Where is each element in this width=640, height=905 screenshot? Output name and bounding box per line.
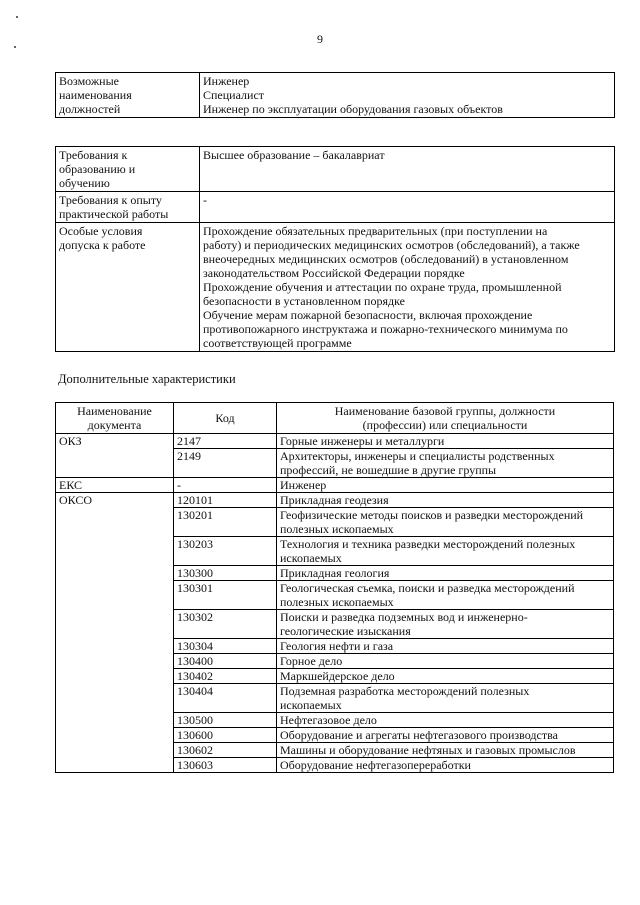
experience-value: - <box>200 192 615 223</box>
name-cell: Подземная разработка месторождений полезных ископаемых <box>277 684 614 713</box>
positions-table <box>55 72 615 118</box>
name-cell: Нефтегазовое дело <box>277 713 614 728</box>
code-cell: 130603 <box>174 758 277 773</box>
code-cell: 130602 <box>174 743 277 758</box>
admission-label: Особые условия допуска к работе <box>56 223 200 352</box>
doc-okso: ОКСО <box>56 493 174 773</box>
table-row <box>56 147 615 192</box>
name-cell: Маркшейдерское дело <box>277 669 614 684</box>
code-cell: 130203 <box>174 537 277 566</box>
name-cell: Прикладная геодезия <box>277 493 614 508</box>
code-cell: 130304 <box>174 639 277 654</box>
positions-values: Инженер Специалист Инженер по эксплуатации оборудования газовых объектов <box>200 73 615 118</box>
name-cell: Инженер <box>277 478 614 493</box>
name-cell: Геологическая съемка, поиски и разведка месторождений полезных ископаемых <box>277 581 614 610</box>
name-cell: Оборудование нефтегазопереработки <box>277 758 614 773</box>
code-cell: 130300 <box>174 566 277 581</box>
table-header-row <box>56 403 614 434</box>
section-title: Дополнительные характеристики <box>58 372 236 386</box>
code-cell: 130404 <box>174 684 277 713</box>
name-cell: Прикладная геология <box>277 566 614 581</box>
scan-speck <box>16 16 18 18</box>
name-cell: Архитекторы, инженеры и специалисты родственных профессий, не вошедшие в другие группы <box>277 449 614 478</box>
name-cell: Технология и техника разведки месторождений полезных ископаемых <box>277 537 614 566</box>
code-cell: 130500 <box>174 713 277 728</box>
admission-value: Прохождение обязательных предварительных (при поступлении на работу) и периодических медицинских осмотров (обследований), а также внеочередных медицинских осмотров (обследований) в установленном законодательством Российской Федерации порядке Прохождение обучения и аттестации по охране труда, промышленной безопасности в установленном порядке Обучение мерам пожарной безопасности, включая прохождение противопожарного инструктажа и пожарно-технического минимума по соответствующей программе <box>200 223 615 352</box>
name-cell: Горные инженеры и металлурги <box>277 434 614 449</box>
code-cell: 130201 <box>174 508 277 537</box>
code-cell: 130301 <box>174 581 277 610</box>
code-cell: - <box>174 478 277 493</box>
header-doc: Наименование документа <box>56 403 174 434</box>
experience-label: Требования к опыту практической работы <box>56 192 200 223</box>
characteristics-table <box>55 402 614 773</box>
table-row <box>56 223 615 352</box>
code-cell: 130302 <box>174 610 277 639</box>
code-cell: 130402 <box>174 669 277 684</box>
positions-label: Возможные наименования должностей <box>56 73 200 118</box>
code-cell: 2147 <box>174 434 277 449</box>
education-value: Высшее образование – бакалавриат <box>200 147 615 192</box>
code-cell: 120101 <box>174 493 277 508</box>
name-cell: Геофизические методы поисков и разведки месторождений полезных ископаемых <box>277 508 614 537</box>
table-row <box>56 192 615 223</box>
doc-eks: ЕКС <box>56 478 174 493</box>
header-code: Код <box>174 403 277 434</box>
table-row <box>56 73 615 118</box>
name-cell: Машины и оборудование нефтяных и газовых промыслов <box>277 743 614 758</box>
page-number: 9 <box>317 32 323 46</box>
name-cell: Оборудование и агрегаты нефтегазового производства <box>277 728 614 743</box>
requirements-table <box>55 146 615 352</box>
header-name: Наименование базовой группы, должности (профессии) или специальности <box>277 403 614 434</box>
code-cell: 130400 <box>174 654 277 669</box>
table-row <box>56 434 614 449</box>
code-cell: 2149 <box>174 449 277 478</box>
table-row <box>56 493 614 508</box>
name-cell: Геология нефти и газа <box>277 639 614 654</box>
name-cell: Горное дело <box>277 654 614 669</box>
education-label: Требования к образованию и обучению <box>56 147 200 192</box>
code-cell: 130600 <box>174 728 277 743</box>
name-cell: Поиски и разведка подземных вод и инженерно- геологические изыскания <box>277 610 614 639</box>
doc-okz: ОКЗ <box>56 434 174 478</box>
table-row <box>56 478 614 493</box>
